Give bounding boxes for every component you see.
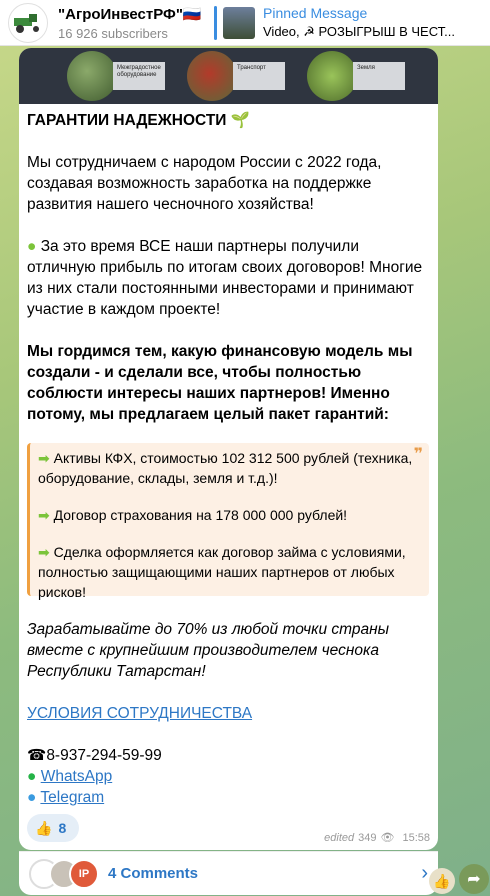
pinned-text: Video, ☭ РОЗЫГРЫШ В ЧЕСТ... [263, 24, 456, 39]
terms-link[interactable]: УСЛОВИЯ СОТРУДНИЧЕСТВА [27, 705, 253, 722]
reaction-chip[interactable] [27, 814, 79, 842]
share-button[interactable] [459, 864, 489, 894]
phone-number[interactable]: 8-937-294-59-99 [46, 747, 162, 764]
message-bubble [19, 48, 438, 850]
channel-avatar[interactable] [8, 3, 48, 43]
pinned-title: Pinned Message [263, 5, 368, 21]
post-paragraph-2 [27, 236, 432, 320]
share-arrow-icon: ➦ [467, 871, 481, 888]
pinned-thumbnail[interactable] [223, 7, 255, 39]
banner-label-1: Межградостное оборудование [113, 62, 165, 90]
quote-item-3-text: Сделка оформляется как договор займа с условиями, полностью защищающими наших партнеров от любых рисков! [38, 544, 406, 600]
quote-item-2 [38, 505, 415, 525]
post-banner-image[interactable] [19, 48, 438, 104]
post-paragraph-2-text: За это время ВСЕ наши партнеры получили отличную прибыль по итогам своих договоров! Многие из них стали постоянными инвесторами и принимают участие в каждом проекте! [27, 238, 423, 318]
tractor-photo [187, 51, 237, 101]
whatsapp-line [27, 766, 432, 787]
telegram-icon: ● [27, 789, 37, 806]
eye-icon: 👁 [380, 832, 395, 844]
quote-item-2-text: Договор страхования на 178 000 000 рублей! [53, 507, 348, 523]
quick-reaction-button[interactable] [429, 868, 455, 894]
comments-bar[interactable] [19, 851, 438, 895]
edited-label: edited [324, 831, 355, 844]
quote-item-1 [38, 448, 415, 488]
green-dot-icon: ● [27, 238, 37, 255]
arrow-right-icon: ➡ [38, 450, 50, 466]
subscriber-count: 16 926 subscribers [58, 25, 168, 41]
pinned-message[interactable] [263, 5, 473, 40]
pinned-indicator [214, 6, 217, 40]
thumbs-up-icon: 👍 [35, 819, 53, 836]
banner-label-2: Транспорт [233, 62, 285, 90]
message-time: 15:58 [402, 831, 430, 844]
post-paragraph-1: Мы сотрудничаем с народом России с 2022 года, создавая возможность заработка на поддержке развития нашего чесночного хозяйства! [27, 154, 382, 213]
phone-icon: ☎ [27, 747, 47, 764]
post-paragraph-3: Мы гордимся тем, какую финансовую модель мы создали - и сделали все, чтобы полностью соблюсти интересы наших партнеров! Именно потому, мы предлагаем целый пакет гарантий: [27, 343, 413, 423]
telegram-line [27, 787, 432, 808]
arrow-right-icon: ➡ [38, 544, 50, 560]
quote-item-1-text: Активы КФХ, стоимостью 102 312 500 рублей (техника, оборудование, склады, земля и т.д.)! [38, 450, 413, 486]
post-footer-text [27, 619, 432, 808]
chat-header [0, 0, 490, 46]
post-paragraph-4: Зарабатывайте до 70% из любой точки страны вместе с крупнейшим производителем чеснока Республики Татарстан! [27, 621, 390, 680]
banner-label-3: Земля [353, 62, 405, 90]
channel-title[interactable]: "АгроИнвестРФ"🇷🇺 [58, 5, 202, 23]
post-text [27, 110, 432, 425]
arrow-right-icon: ➡ [38, 507, 50, 523]
guarantees-quote [27, 443, 429, 600]
whatsapp-link[interactable]: WhatsApp [40, 768, 113, 785]
view-count: 349 [358, 831, 377, 844]
post-heading: ГАРАНТИИ НАДЕЖНОСТИ 🌱 [27, 112, 251, 129]
field-photo [307, 51, 357, 101]
quote-item-3 [38, 542, 415, 602]
commenter-avatar-3: IP [69, 859, 99, 889]
reaction-count: 8 [58, 820, 67, 836]
phone-line [27, 745, 432, 766]
equipment-photo [67, 51, 117, 101]
telegram-link[interactable]: Telegram [40, 789, 105, 806]
tractor-logo-icon [11, 12, 45, 34]
chevron-right-icon: › [421, 862, 428, 884]
comments-label[interactable]: 4 Comments [108, 865, 199, 882]
message-meta [320, 831, 430, 844]
whatsapp-icon: ● [27, 768, 37, 785]
thumbs-up-icon: 👍 [433, 872, 451, 889]
quote-icon: ❞ [413, 446, 423, 463]
